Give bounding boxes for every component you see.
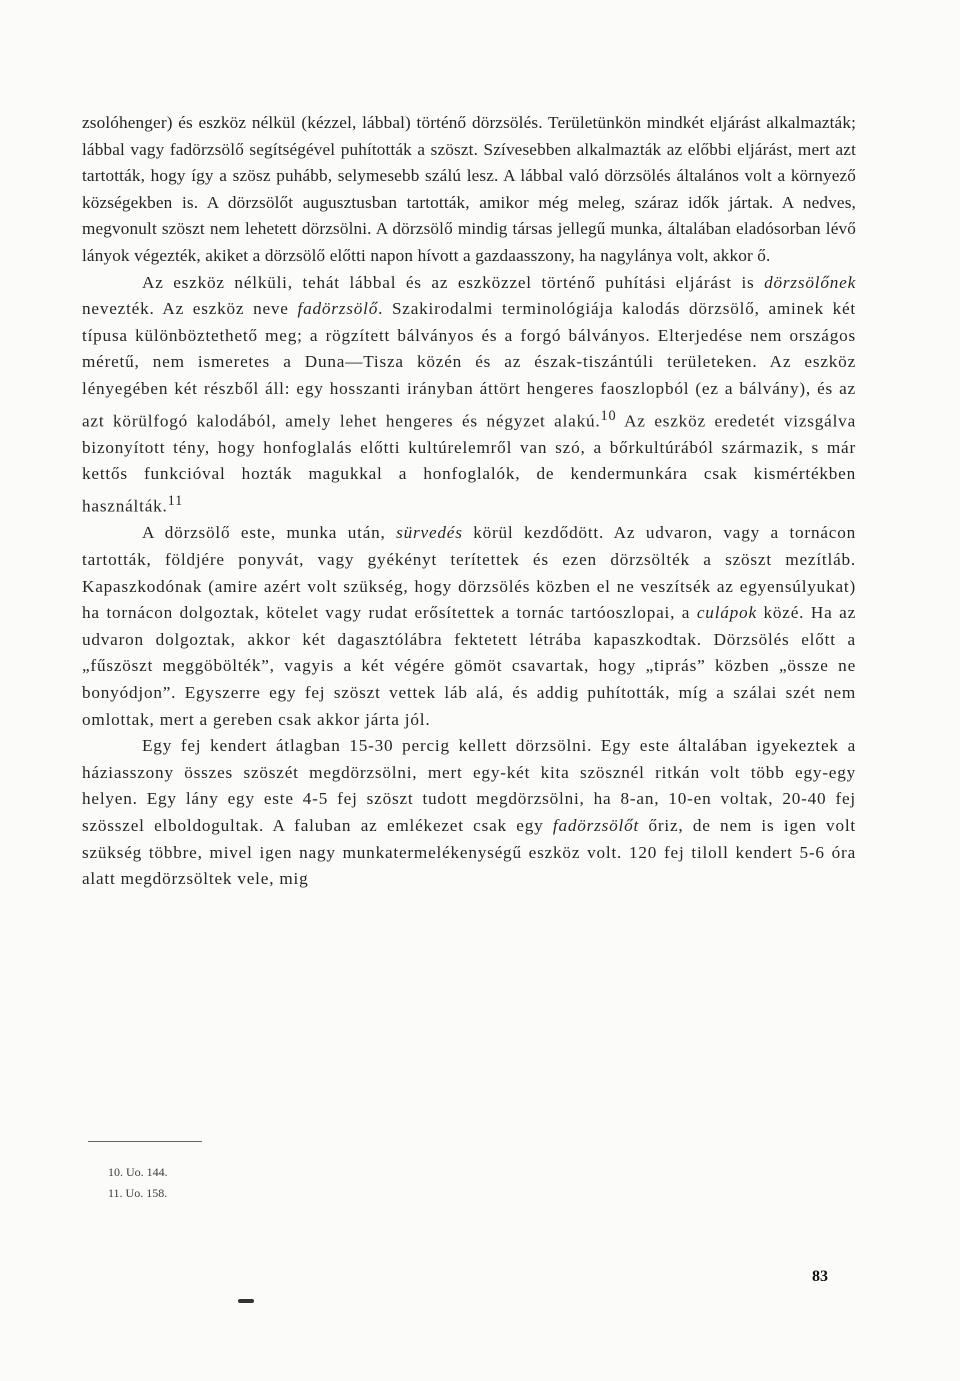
paragraph-3: A dörzsölő este, munka után, sürvedés körül kezdődött. Az udvaron, vagy a tornácon tartották, földjére ponyvát, vagy gyékényt terítettek és ezen dörzsölték a szöszt mezítláb. Kapaszkodónak (amire azért volt szükség, hogy dörzsölés közben el ne veszítsék az egyensúlyukat) ha tornácon dolgoztak, kötelet vagy rudat erősítettek a tornác tartóoszlopai, a culápok közé. Ha az udvaron dolgoztak, akkor két dagasztólábra fektetett létrába kapaszkodtak. Dörzsölés előtt a „fűszöszt meggöbölték”, vagyis a két végére gömöt csavartak, hogy „tiprás” közben „össze ne bonyódjon”. Egyszerre egy fej szöszt vettek láb alá, és addig puhították, míg a szálai szét nem omlottak, mert a gereben csak akkor járta jól. [82, 523, 857, 729]
italic-term: fadörzsölő [297, 299, 379, 319]
footnote-separator [88, 1141, 202, 1142]
ink-mark [238, 1299, 254, 1303]
footnotes [108, 1162, 408, 1204]
body-text [82, 110, 856, 893]
italic-term: fadörzsölőt [552, 815, 640, 835]
paragraph-1: zsolóhenger) és eszköz nélkül (kézzel, lábbal) történő dörzsölés. Területünkön mindkét eljárást alkalmazták; lábbal vagy fadörzsölő segítségével puhították a szöszt. Szívesebben alkalmazták az előbbi eljárást, mert azt tartották, hogy így a szösz puhább, selymesebb szálú lesz. A lábbal való dörzsölés általános volt a környező községekben is. A dörzsölőt augusztusban tartották, amikor még meleg, száraz idők jártak. A nedves, megvonult szöszt nem lehetett dörzsölni. A dörzsölő mindig társas jellegű munka, általában eladósorban lévő lányok végezték, akiket a dörzsölő előtti napon hívott a gazdaasszony, ha nagylánya volt, akkor ő. [82, 113, 856, 265]
italic-term: culápok [696, 603, 757, 623]
footnote-11: 11. Uo. 158. [108, 1186, 168, 1200]
page-number: 83 [812, 1268, 828, 1285]
paragraph-2: Az eszköz nélküli, tehát lábbal és az eszközzel történő puhítási eljárást is dörzsölőnek nevezték. Az eszköz neve fadörzsölő. Szakirodalmi terminológiája kalodás dörzsölő, aminek két típusa különböztethető meg; a rögzített bálványos és a forgó bálványos. Elterjedése nem országos méretű, nem ismeretes a Duna—Tisza közén és az észak-tiszántúli területeken. Az eszköz lényegében két részből áll: egy hosszanti irányban áttört hengeres faoszlopból (ez a bálvány), és az azt körülfogó kalodából, amely lehet hengeres és négyzet alakú.$^{10}$ Az eszköz eredetét vizsgálva bizonyított tény, hogy honfoglalás előtti kultúrelemről van szó, a bőrkultúrából származik, s már kettős funkcióval hozták magukkal a honfoglalók, de kendermunkára csak kismértékben használták.$^{11}$ [82, 272, 857, 516]
paragraph-4: Egy fej kendert átlagban 15-30 percig kellett dörzsölni. Egy este általában igyekeztek a háziasszony összes szöszét megdörzsölni, mert egy-két kita szösznél ritkán volt több egy-egy helyen. Egy lány egy este 4-5 fej szöszt tudott megdörzsölni, ha 8-an, 10-en voltak, 20-40 fej szösszel elboldogultak. A faluban az emlékezet csak egy fadörzsölőt őriz, de nem is igen volt szükség többre, mivel igen nagy munkatermelékenységű eszköz volt. 120 fej tiloll kendert 5-6 óra alatt megdörzsöltek vele, mig [82, 736, 856, 889]
italic-term: dörzsölőnek [764, 272, 856, 292]
footnote-10: 10. Uo. 144. [108, 1165, 168, 1179]
footnote-ref-11: 11 [167, 493, 184, 510]
footnote-ref-10: 10 [600, 407, 617, 424]
italic-term: sürvedés [396, 523, 463, 543]
